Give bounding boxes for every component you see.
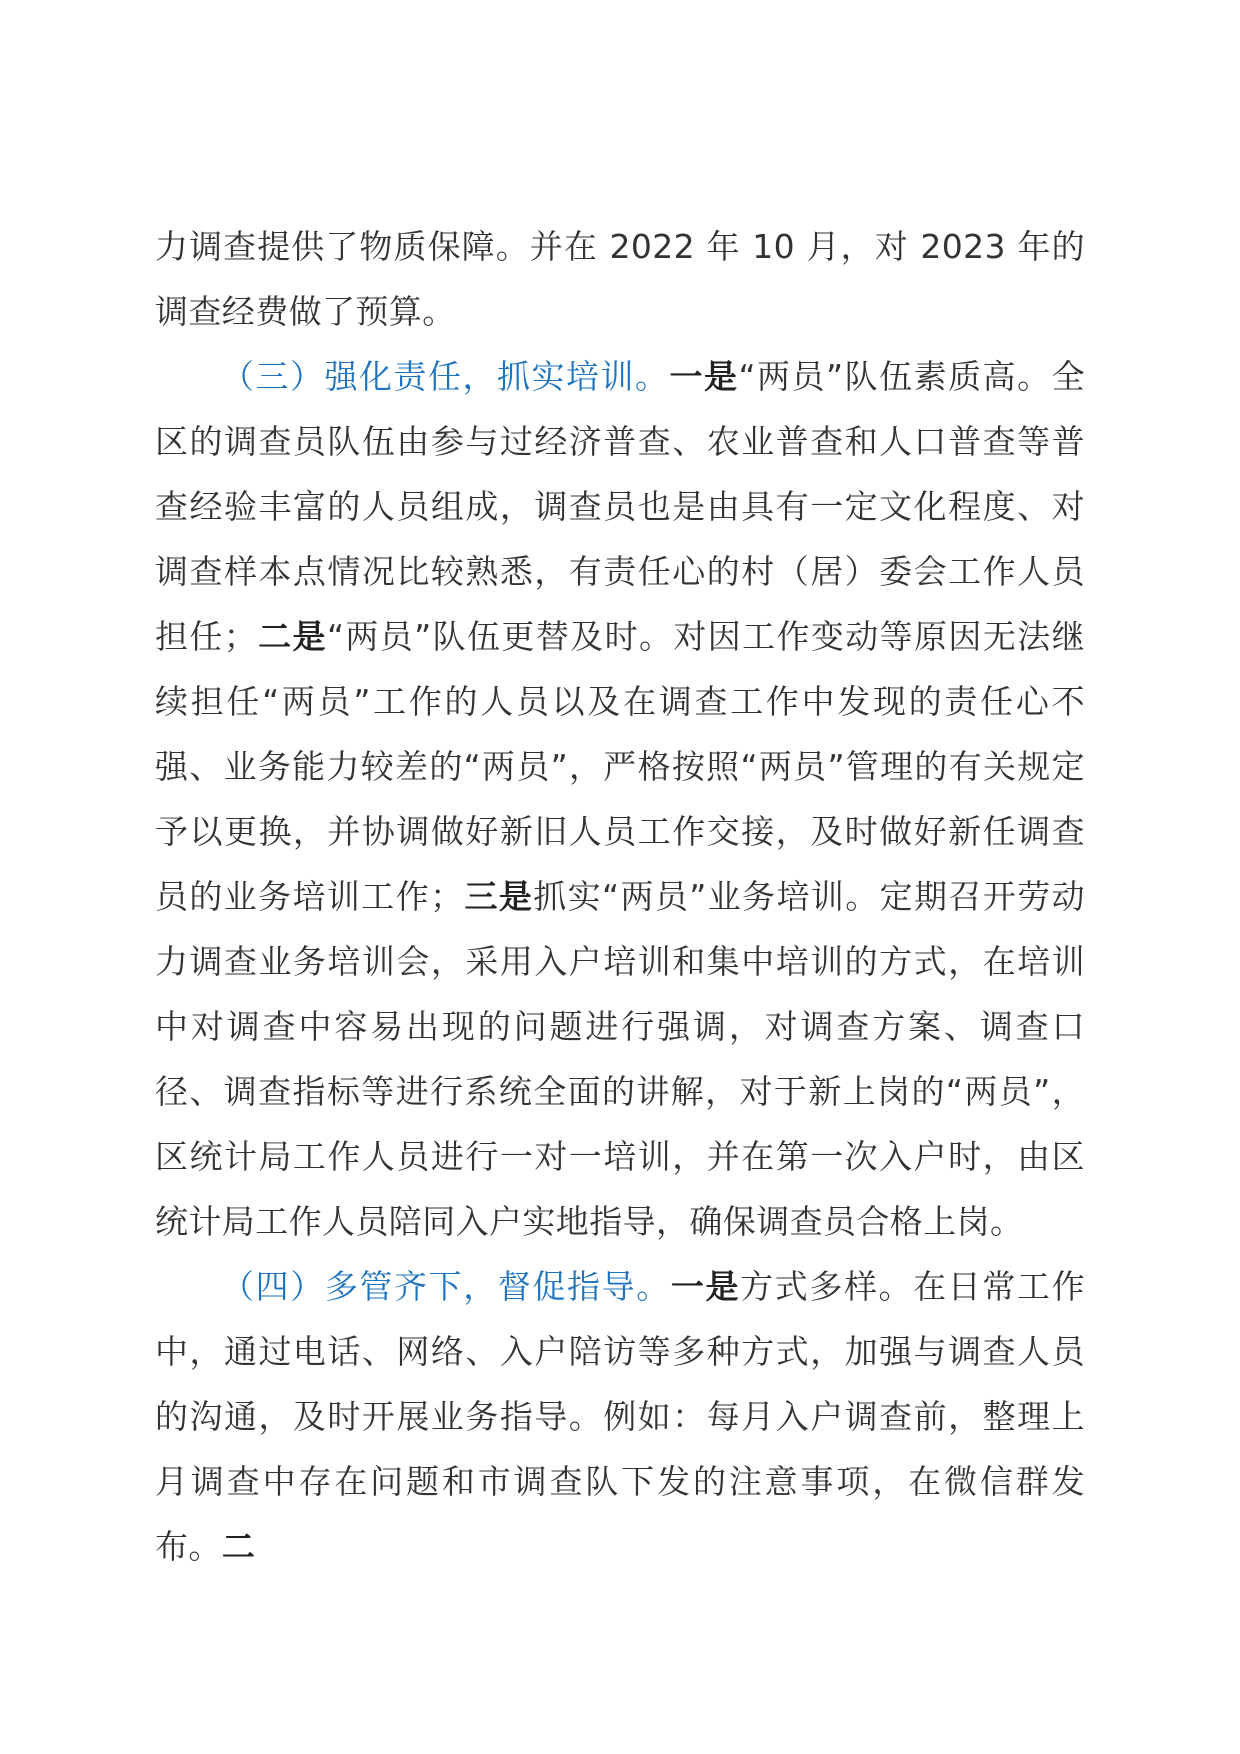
- section-heading-three: （三）强化责任，抓实培训。: [221, 357, 670, 396]
- document-body: [155, 214, 1085, 1579]
- paragraph-text: 力调查提供了物质保障。并在 2022 年 10 月，对 2023 年的调查经费做了预算。: [155, 227, 1085, 331]
- paragraph-text: 方式多样。在日常工作中，通过电话、网络、入户陪访等多种方式，加强与调查人员的沟通，及时开展业务指导。例如：每月入户调查前，整理上月调查中存在问题和市调查队下发的注意事项，在微信群发布。: [155, 1267, 1085, 1566]
- section-heading-four: （四）多管齐下，督促指导。: [221, 1267, 671, 1306]
- lead-third: 三是: [463, 877, 534, 916]
- lead-first: 一是: [670, 1267, 741, 1306]
- lead-second: 二是: [257, 617, 327, 656]
- paragraph-text: 抓实“两员”业务培训。定期召开劳动力调查业务培训会，采用入户培训和集中培训的方式，在培训中对调查中容易出现的问题进行强调，对调查方案、调查口径、调查指标等进行系统全面的讲解，对于新上岗的“两员”，区统计局工作人员进行一对一培训，并在第一次入户时，由区统计局工作人员陪同入户实地指导，确保调查员合格上岗。: [155, 877, 1085, 1241]
- lead-first: 一是: [669, 357, 739, 396]
- paragraph-section-four: [155, 1254, 1085, 1579]
- paragraph-text: “两员”队伍素质高。全区的调查员队伍由参与过经济普查、农业普查和人口普查等普查经验丰富的人员组成，调查员也是由具有一定文化程度、对调查样本点情况比较熟悉，有责任心的村（居）委会工作人员担任；: [155, 357, 1086, 656]
- lead-second: 二: [221, 1527, 256, 1566]
- paragraph-section-three: [155, 344, 1085, 1254]
- paragraph-funding: [155, 214, 1085, 344]
- paragraph-text: “两员”队伍更替及时。对因工作变动等原因无法继续担任“两员”工作的人员以及在调查工作中发现的责任心不强、业务能力较差的“两员”，严格按照“两员”管理的有关规定予以更换，并协调做好新旧人员工作交接，及时做好新任调查员的业务培训工作；: [155, 617, 1085, 916]
